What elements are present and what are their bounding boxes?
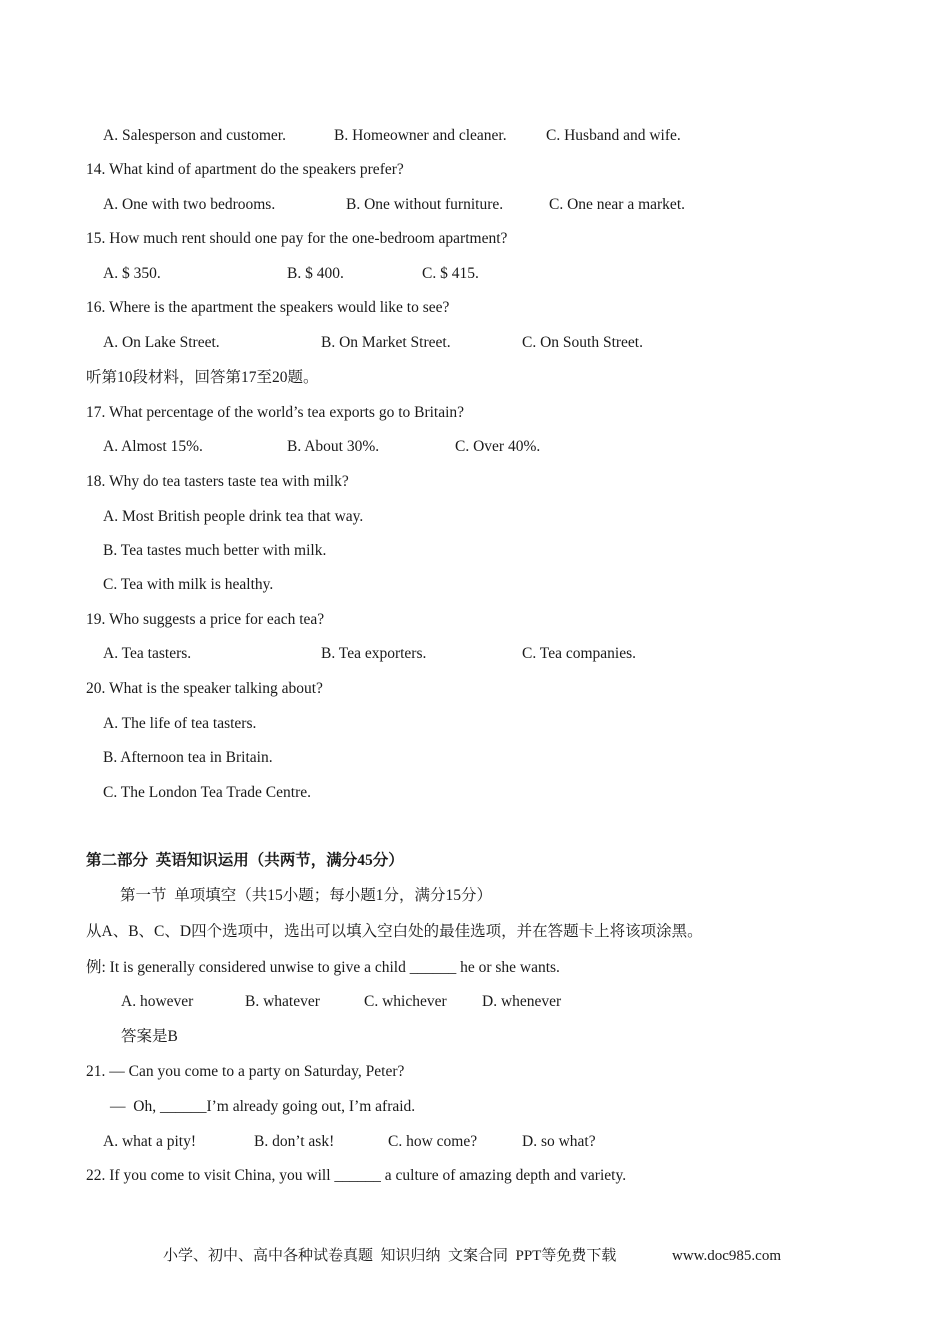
q17-option-b: B. About 30%. [287,438,380,455]
q14-option-c: C. One near a market. [549,196,685,213]
q13-option-a: A. Salesperson and customer. [103,127,286,144]
q16-option-a: A. On Lake Street. [103,334,220,351]
part2-section1-title: 第一节 单项填空（共15小题；每小题1分，满分15分） [120,887,493,904]
example-option-a: A. however [121,993,194,1010]
q18-option-b: B. Tea tastes much better with milk. [103,542,327,559]
q20-question: 20. What is the speaker talking about? [86,680,323,697]
footer-url[interactable]: www.doc985.com [672,1248,782,1264]
q19-option-c: C. Tea companies. [522,645,636,662]
footer-text: 小学、初中、高中各种试卷真题 知识归纳 文案合同 PPT等免费下载 [163,1248,617,1264]
q17-option-c: C. Over 40%. [455,438,541,455]
q21-question: 21. — Can you come to a party on Saturday, Peter? [86,1063,405,1080]
q21-option-b: B. don’t ask! [254,1133,335,1150]
q15-option-c: C. $ 415. [422,265,479,282]
q16-option-b: B. On Market Street. [321,334,451,351]
q17-question: 17. What percentage of the world’s tea exports go to Britain? [86,404,465,421]
q16-option-c: C. On South Street. [522,334,643,351]
q13-option-c: C. Husband and wife. [546,127,681,144]
q21-option-a: A. what a pity! [103,1133,196,1150]
q15-option-b: B. $ 400. [287,265,344,282]
q15-question: 15. How much rent should one pay for the one-bedroom apartment? [86,230,508,247]
q21-option-c: C. how come? [388,1133,478,1150]
q19-option-b: B. Tea exporters. [321,645,427,662]
q15-option-a: A. $ 350. [103,265,161,282]
q21-option-d: D. so what? [522,1133,596,1150]
q19-question: 19. Who suggests a price for each tea? [86,611,325,628]
q16-question: 16. Where is the apartment the speakers would like to see? [86,299,450,316]
q20-option-a: A. The life of tea tasters. [103,715,257,732]
example-option-b: B. whatever [245,993,320,1010]
q20-option-c: C. The London Tea Trade Centre. [103,784,311,801]
q18-question: 18. Why do tea tasters taste tea with milk? [86,473,349,490]
example-answer: 答案是B [121,1028,178,1045]
q13-option-b: B. Homeowner and cleaner. [334,127,507,144]
example-question: 例: It is generally considered unwise to give a child ______ he or she wants. [86,959,560,976]
q19-option-a: A. Tea tasters. [103,645,192,662]
example-option-d: D. whenever [482,993,562,1010]
q14-question: 14. What kind of apartment do the speakers prefer? [86,161,404,178]
q14-option-a: A. One with two bedrooms. [103,196,276,213]
part2-instruction: 从A、B、C、D四个选项中，选出可以填入空白处的最佳选项，并在答题卡上将该项涂黑。 [86,923,703,940]
part2-heading: 第二部分 英语知识运用（共两节，满分45分） [86,852,404,869]
q20-option-b: B. Afternoon tea in Britain. [103,749,273,766]
example-option-c: C. whichever [364,993,447,1010]
section-10-instruction: 听第10段材料，回答第17至20题。 [86,369,319,386]
q18-option-c: C. Tea with milk is healthy. [103,576,274,593]
q22-question: 22. If you come to visit China, you will ______ a culture of amazing depth and variety. [86,1167,627,1184]
q14-option-b: B. One without furniture. [346,196,504,213]
q18-option-a: A. Most British people drink tea that way. [103,508,364,525]
q17-option-a: A. Almost 15%. [103,438,203,455]
q21-reply: — Oh, ______I’m already going out, I’m afraid. [110,1098,416,1115]
